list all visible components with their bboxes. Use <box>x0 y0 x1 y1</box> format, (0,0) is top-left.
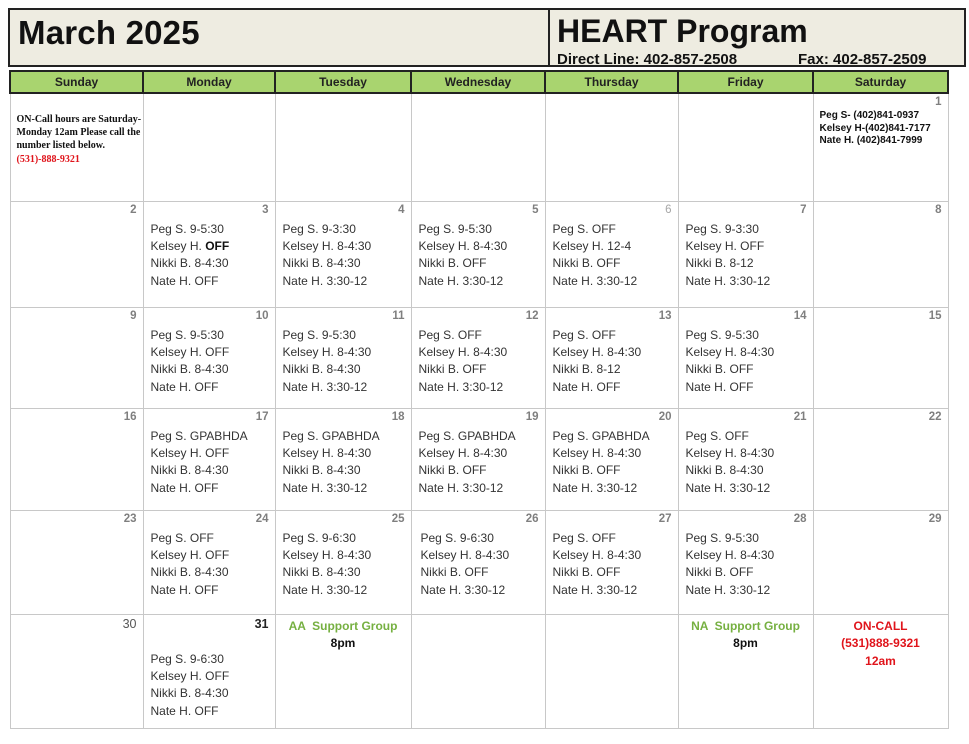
day-cell <box>411 408 545 510</box>
saturday-contacts <box>820 110 942 148</box>
day-cell <box>143 510 275 614</box>
shift-list <box>686 327 775 397</box>
shift-peg: Peg S. 9-3:30 <box>685 221 759 236</box>
event-cell-na <box>678 614 813 728</box>
oncall-note <box>17 113 143 166</box>
weekday-wednesday: Wednesday <box>411 71 545 93</box>
day-number: 14 <box>793 309 807 322</box>
shift-kelsey: Kelsey H. 8-4:30 <box>282 344 372 359</box>
shift-peg: Peg S. OFF <box>418 327 482 342</box>
day-cell <box>545 201 678 307</box>
day-number: 8 <box>935 203 942 216</box>
day-cell <box>10 614 143 728</box>
event-cell-oncall <box>813 614 948 728</box>
day-number: 25 <box>391 512 405 525</box>
shift-peg: Peg S. OFF <box>552 327 616 342</box>
shift-kelsey: Kelsey H. OFF <box>685 238 765 253</box>
shift-list <box>553 327 642 397</box>
day-cell <box>813 93 948 201</box>
day-cell <box>275 201 411 307</box>
day-cell <box>411 307 545 408</box>
shift-nikki: Nikki B. 8-12 <box>685 256 754 271</box>
day-cell <box>10 510 143 614</box>
shift-nate: Nate H. 3:30-12 <box>282 582 368 597</box>
shift-list <box>553 428 650 498</box>
shift-kelsey: Kelsey H. 8-4:30 <box>420 547 510 562</box>
na-support-group <box>679 618 813 653</box>
shift-nikki: Nikki B. 8-4:30 <box>150 256 229 271</box>
contact-peg: Peg S- (402)841-0937 <box>819 110 920 121</box>
shift-peg: Peg S. 9-5:30 <box>150 221 224 236</box>
day-cell <box>275 307 411 408</box>
shift-list <box>686 530 775 600</box>
day-cell <box>545 307 678 408</box>
day-number: 2 <box>130 203 137 216</box>
day-cell <box>411 510 545 614</box>
shift-nate: Nate H. 3:30-12 <box>418 379 504 394</box>
shift-list <box>151 651 230 721</box>
day-number: 11 <box>392 309 405 322</box>
week-row <box>10 307 948 408</box>
day-cell <box>678 408 813 510</box>
shift-peg: Peg S. 9-3:30 <box>282 221 356 236</box>
day-cell <box>678 201 813 307</box>
shift-nikki: Nikki B. 8-4:30 <box>282 565 361 580</box>
weekday-thursday: Thursday <box>545 71 678 93</box>
day-cell <box>813 307 948 408</box>
shift-peg: Peg S. GPABHDA <box>552 428 650 443</box>
weekday-tuesday: Tuesday <box>275 71 411 93</box>
day-cell <box>143 408 275 510</box>
shift-nate: Nate H. 3:30-12 <box>418 480 504 495</box>
shift-nate: Nate H. OFF <box>150 703 219 718</box>
shift-nate: Nate H. OFF <box>552 379 621 394</box>
shift-list <box>151 221 230 291</box>
shift-peg: Peg S. OFF <box>685 428 749 443</box>
shift-kelsey: Kelsey H. 12-4 <box>552 238 632 253</box>
week-row <box>10 510 948 614</box>
day-cell <box>813 201 948 307</box>
day-number: 5 <box>532 203 539 216</box>
shift-list <box>686 221 771 291</box>
week-row <box>10 93 948 201</box>
oncall-phone: (531)888-9321 <box>841 636 920 650</box>
na-title: NA Support Group <box>691 618 800 633</box>
shift-nikki: Nikki B. 8-4:30 <box>282 463 361 478</box>
day-cell <box>275 510 411 614</box>
aa-support-group <box>276 618 411 653</box>
shift-list <box>151 530 230 600</box>
shift-nikki: Nikki B. 8-4:30 <box>150 463 229 478</box>
shift-kelsey: Kelsey H. 8-4:30 <box>552 547 642 562</box>
shift-nate: Nate H. OFF <box>150 379 219 394</box>
shift-nate: Nate H. OFF <box>150 480 219 495</box>
shift-peg: Peg S. 9-5:30 <box>282 327 356 342</box>
shift-list <box>283 327 372 397</box>
day-number: 18 <box>391 410 405 423</box>
shift-nate: Nate H. 3:30-12 <box>282 273 368 288</box>
shift-peg: Peg S. 9-5:30 <box>685 327 759 342</box>
week-row <box>10 408 948 510</box>
day-cell-empty <box>275 93 411 201</box>
day-number: 6 <box>665 203 672 216</box>
day-number: 1 <box>935 96 942 108</box>
month-header <box>8 8 548 67</box>
shift-list <box>283 221 372 291</box>
weekday-saturday: Saturday <box>813 71 948 93</box>
shift-nikki: Nikki B. 8-4:30 <box>685 463 764 478</box>
shift-nikki: Nikki B. 8-4:30 <box>150 362 229 377</box>
shift-nate: Nate H. 3:30-12 <box>282 480 368 495</box>
aa-title: AA Support Group <box>288 618 398 633</box>
shift-nate: Nate H. 3:30-12 <box>552 273 638 288</box>
month-title: March 2025 <box>18 14 200 51</box>
na-time: 8pm <box>733 636 758 650</box>
shift-kelsey: Kelsey H. 8-4:30 <box>685 547 775 562</box>
day-cell-empty <box>545 614 678 728</box>
day-cell <box>813 510 948 614</box>
aa-time: 8pm <box>330 636 356 650</box>
day-cell <box>275 408 411 510</box>
day-number: 26 <box>525 512 539 525</box>
shift-kelsey: Kelsey H. OFF <box>150 344 230 359</box>
shift-nikki: Nikki B. OFF <box>420 565 489 580</box>
day-number: 4 <box>398 203 405 216</box>
shift-nikki: Nikki B. 8-4:30 <box>150 686 229 701</box>
shift-kelsey: Kelsey H. 8-4:30 <box>552 445 642 460</box>
oncall-title: ON-CALL <box>853 618 908 633</box>
day-cell <box>411 201 545 307</box>
shift-list <box>151 428 248 498</box>
oncall-block <box>814 618 948 671</box>
shift-kelsey: Kelsey H. 8-4:30 <box>418 344 508 359</box>
shift-peg: Peg S. OFF <box>552 530 616 545</box>
shift-kelsey: Kelsey H. OFF <box>150 547 230 562</box>
day-cell-empty <box>143 93 275 201</box>
day-number: 19 <box>525 410 539 423</box>
shift-nate: Nate H. OFF <box>150 582 219 597</box>
shift-nikki: Nikki B. 8-4:30 <box>282 362 361 377</box>
day-number: 17 <box>255 410 269 423</box>
day-number: 12 <box>525 309 539 322</box>
shift-kelsey <box>151 238 230 255</box>
shift-nikki: Nikki B. OFF <box>552 463 621 478</box>
day-cell <box>143 614 275 728</box>
day-number: 20 <box>658 410 672 423</box>
shift-list <box>553 221 638 291</box>
day-cell <box>545 510 678 614</box>
day-number: 15 <box>928 309 942 322</box>
contact-nate: Nate H. (402)841-7999 <box>819 135 923 147</box>
shift-nate: Nate H. 3:30-12 <box>282 379 368 394</box>
day-cell <box>10 307 143 408</box>
shift-peg: Peg S. OFF <box>552 221 616 236</box>
calendar-grid <box>9 70 949 729</box>
day-number: 24 <box>255 512 269 525</box>
shift-nate: Nate H. 3:30-12 <box>685 582 771 597</box>
shift-nikki: Nikki B. OFF <box>685 565 754 580</box>
shift-list <box>419 221 508 291</box>
shift-nate: Nate H. 3:30-12 <box>420 582 506 597</box>
shift-nikki: Nikki B. 8-12 <box>552 362 621 377</box>
shift-peg: Peg S. 9-6:30 <box>420 530 494 545</box>
shift-list <box>151 327 230 397</box>
day-number: 7 <box>800 203 807 216</box>
shift-kelsey: Kelsey H. 8-4:30 <box>685 445 775 460</box>
day-cell <box>143 307 275 408</box>
shift-kelsey-status: OFF <box>205 238 230 253</box>
shift-peg: Peg S. OFF <box>150 530 214 545</box>
shift-kelsey: Kelsey H. OFF <box>150 668 230 683</box>
weekday-header-row <box>10 71 948 93</box>
shift-nikki: Nikki B. OFF <box>418 463 487 478</box>
shift-nikki: Nikki B. 8-4:30 <box>150 565 229 580</box>
shift-peg: Peg S. 9-5:30 <box>685 530 759 545</box>
shift-list <box>419 428 516 498</box>
weekday-monday: Monday <box>143 71 275 93</box>
shift-peg: Peg S. GPABHDA <box>282 428 380 443</box>
oncall-note-cell <box>10 93 143 201</box>
shift-kelsey: Kelsey H. 8-4:30 <box>418 238 508 253</box>
shift-nate: Nate H. 3:30-12 <box>685 273 771 288</box>
day-number: 9 <box>130 309 137 322</box>
shift-list <box>283 530 372 600</box>
contact-kelsey: Kelsey H-(402)841-7177 <box>819 122 931 134</box>
day-number: 21 <box>793 410 807 423</box>
shift-kelsey: Kelsey H. 8-4:30 <box>282 445 372 460</box>
day-number: 30 <box>122 616 137 631</box>
day-number: 3 <box>262 203 269 216</box>
shift-nate: Nate H. 3:30-12 <box>552 480 638 495</box>
oncall-note-phone: (531)-888-9321 <box>16 153 80 165</box>
oncall-note-text: ON-Call hours are Saturday-Monday 12am Please call the number listed below. <box>16 114 142 152</box>
shift-kelsey-name: Kelsey H. <box>150 238 206 253</box>
day-cell-empty <box>678 93 813 201</box>
shift-nikki: Nikki B. OFF <box>552 256 621 271</box>
shift-nikki: Nikki B. OFF <box>418 362 487 377</box>
day-number: 22 <box>928 410 942 423</box>
day-cell <box>678 510 813 614</box>
shift-peg: Peg S. 9-6:30 <box>150 651 224 666</box>
shift-peg: Peg S. 9-6:30 <box>282 530 356 545</box>
day-cell <box>10 408 143 510</box>
shift-kelsey: Kelsey H. 8-4:30 <box>685 344 775 359</box>
shift-peg: Peg S. GPABHDA <box>418 428 516 443</box>
shift-peg: Peg S. 9-5:30 <box>418 221 492 236</box>
day-number: 16 <box>123 410 137 423</box>
day-number: 29 <box>928 512 942 525</box>
shift-list <box>553 530 642 600</box>
shift-kelsey: Kelsey H. 8-4:30 <box>552 344 642 359</box>
shift-kelsey: Kelsey H. OFF <box>150 445 230 460</box>
shift-nate: Nate H. OFF <box>685 379 754 394</box>
event-cell-aa <box>275 614 411 728</box>
oncall-time: 12am <box>865 653 896 668</box>
shift-nikki: Nikki B. OFF <box>685 362 754 377</box>
shift-kelsey: Kelsey H. 8-4:30 <box>282 238 372 253</box>
shift-list <box>419 327 508 397</box>
day-cell-empty <box>411 93 545 201</box>
shift-nikki: Nikki B. 8-4:30 <box>282 256 361 271</box>
shift-nate: Nate H. 3:30-12 <box>685 480 771 495</box>
shift-nikki: Nikki B. OFF <box>418 256 487 271</box>
shift-kelsey: Kelsey H. 8-4:30 <box>418 445 508 460</box>
shift-nikki: Nikki B. OFF <box>552 565 621 580</box>
day-number: 27 <box>658 512 672 525</box>
day-cell <box>678 307 813 408</box>
fax-number: Fax: 402-857-2509 <box>798 51 927 68</box>
day-cell-empty <box>411 614 545 728</box>
shift-list <box>686 428 775 498</box>
shift-list <box>421 530 510 600</box>
week-row <box>10 201 948 307</box>
program-title: HEART Program <box>557 13 808 49</box>
day-cell <box>545 408 678 510</box>
day-cell <box>10 201 143 307</box>
day-number: 23 <box>123 512 137 525</box>
day-number: 10 <box>255 309 269 322</box>
shift-kelsey: Kelsey H. 8-4:30 <box>282 547 372 562</box>
day-cell-empty <box>545 93 678 201</box>
shift-peg: Peg S. 9-5:30 <box>150 327 224 342</box>
shift-list <box>283 428 380 498</box>
program-header <box>548 8 966 67</box>
week-row <box>10 614 948 728</box>
shift-nate: Nate H. 3:30-12 <box>552 582 638 597</box>
shift-nate: Nate H. OFF <box>150 273 219 288</box>
day-number: 31 <box>254 616 269 631</box>
day-number: 13 <box>658 309 672 322</box>
weekday-sunday: Sunday <box>10 71 143 93</box>
shift-peg: Peg S. GPABHDA <box>150 428 248 443</box>
day-cell <box>813 408 948 510</box>
day-number: 28 <box>793 512 807 525</box>
weekday-friday: Friday <box>678 71 813 93</box>
direct-line: Direct Line: 402-857-2508 <box>557 51 738 68</box>
shift-nate: Nate H. 3:30-12 <box>418 273 504 288</box>
day-cell <box>143 201 275 307</box>
